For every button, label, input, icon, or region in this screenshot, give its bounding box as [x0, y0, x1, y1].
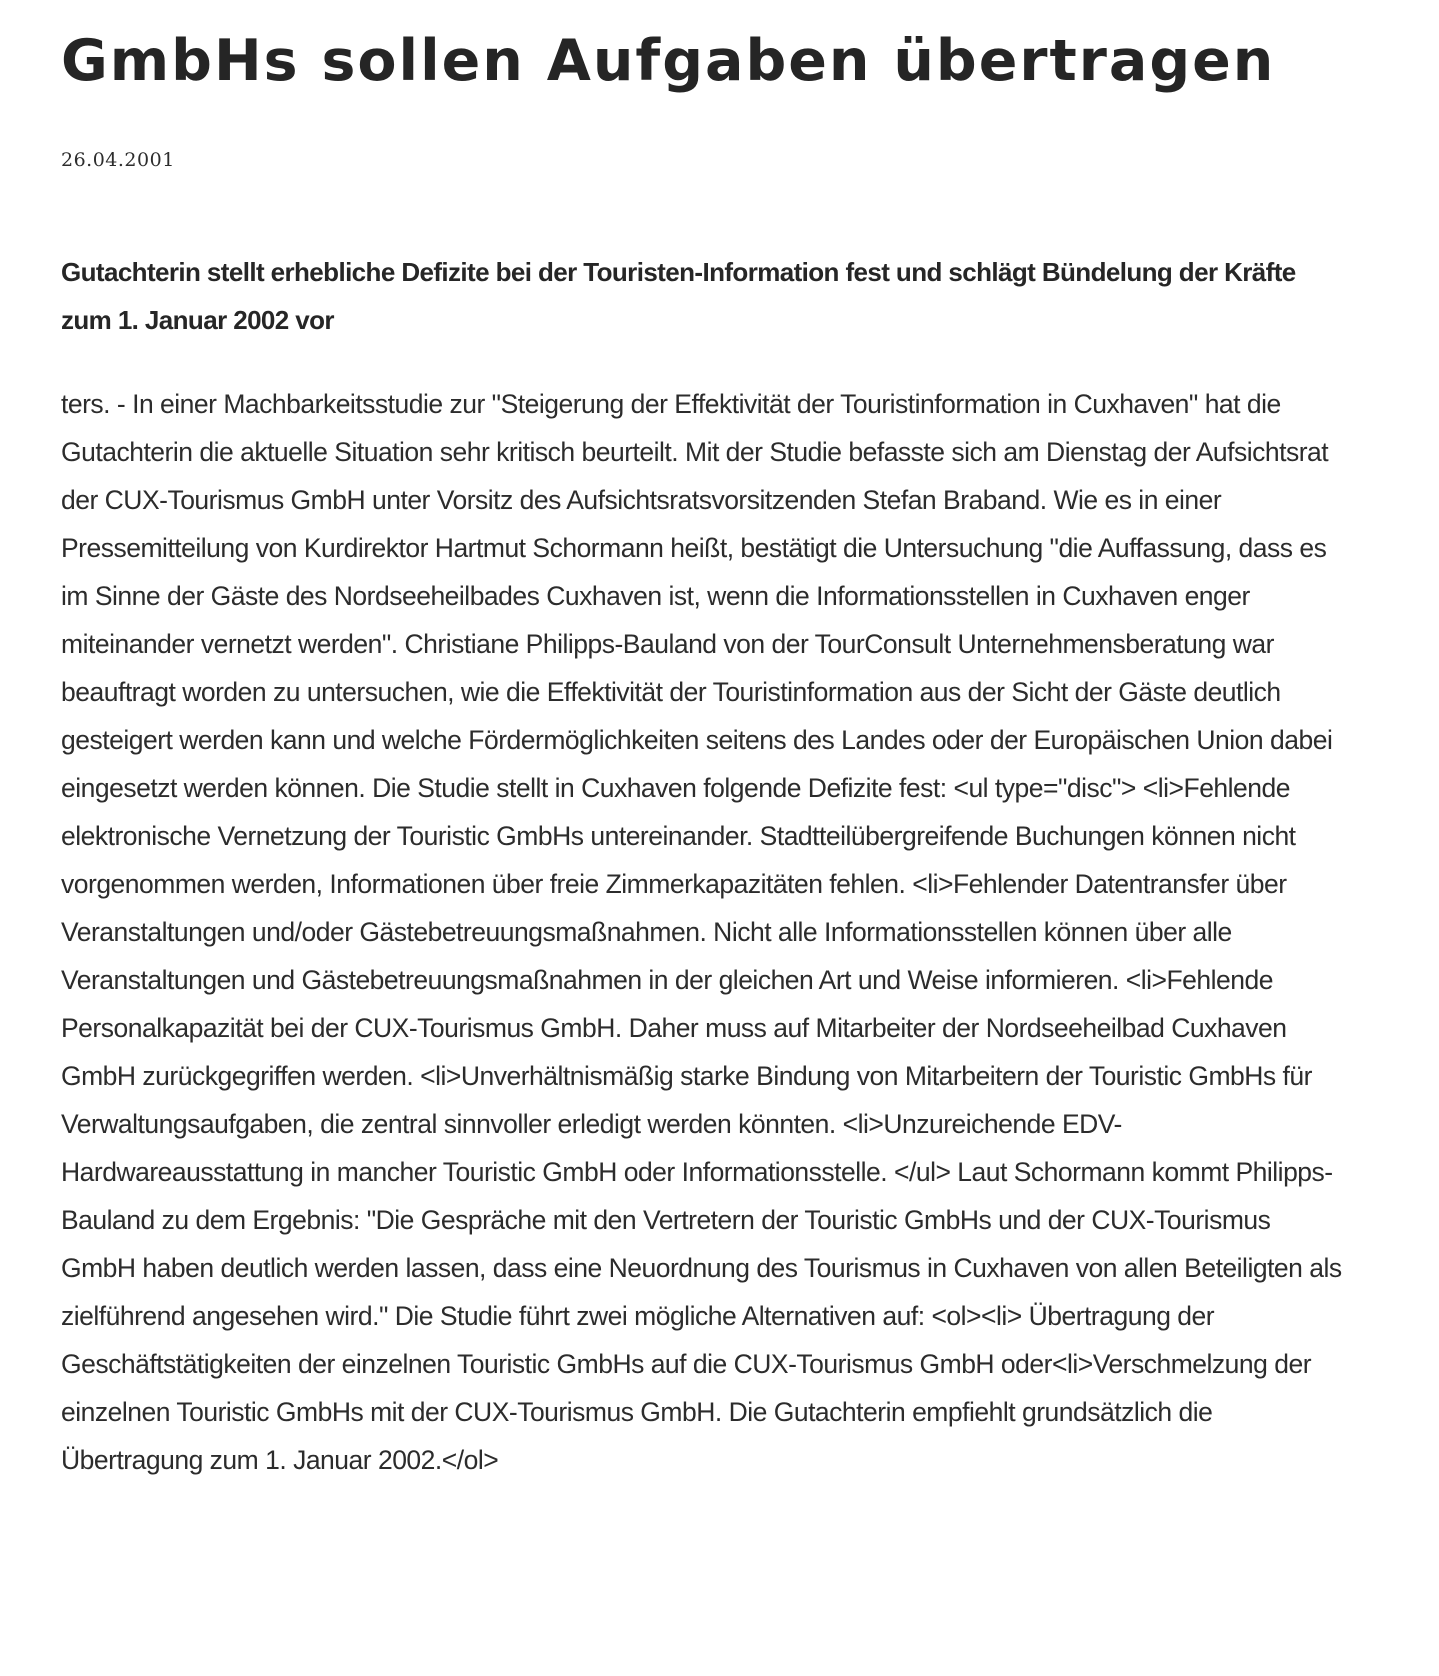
news-article	[61, 18, 1351, 1484]
article-date: 26.04.2001	[61, 149, 175, 171]
article-lead: Gutachterin stellt erhebliche Defizite bei der Touristen-Information fest und schlägt Bündelung der Kräfte zum 1. Januar 2002 vor	[61, 257, 1296, 335]
article-title: GmbHs sollen Aufgaben übertragen	[61, 28, 1276, 94]
article-body: ters. - In einer Machbarkeitsstudie zur "Steigerung der Effektivität der Touristinformation in Cuxhaven" hat die Gutachterin die aktuelle Situation sehr kritisch beurteilt. Mit der Studie befasste sich am Dienstag der Aufsichtsrat der CUX-Tourismus GmbH unter Vorsitz des Aufsichtsratsvorsitzenden Stefan Braband. Wie es in einer Pressemitteilung von Kurdirektor Hartmut Schormann heißt, bestätigt die Untersuchung "die Auffassung, dass es im Sinne der Gäste des Nordseeheilbades Cuxhaven ist, wenn die Informationsstellen in Cuxhaven enger miteinander vernetzt werden". Christiane Philipps-Bauland von der TourConsult Unternehmensberatung war beauftragt worden zu untersuchen, wie die Effektivität der Touristinformation aus der Sicht der Gäste deutlich gesteigert werden kann und welche Fördermöglichkeiten seitens des Landes oder der Europäischen Union dabei eingesetzt werden können. Die Studie stellt in Cuxhaven folgende Defizite fest: <ul type="disc"> <li>Fehlende elektronische Vernetzung der Touristic GmbHs untereinander. Stadtteilübergreifende Buchungen können nicht vorgenommen werden, Informationen über freie Zimmerkapazitäten fehlen. <li>Fehlender Datentransfer über Veranstaltungen und/oder Gästebetreuungsmaßnahmen. Nicht alle Informationsstellen können über alle Veranstaltungen und Gästebetreuungsmaßnahmen in der gleichen Art und Weise informieren. <li>Fehlende Personalkapazität bei der CUX-Tourismus GmbH. Daher muss auf Mitarbeiter der Nordseeheilbad Cuxhaven GmbH zurückgegriffen werden. <li>Unverhältnismäßig starke Bindung von Mitarbeitern der Touristic GmbHs für Verwaltungsaufgaben, die zentral sinnvoller erledigt werden könnten. <li>Unzureichende EDV-Hardwareausstattung in mancher Touristic GmbH oder Informationsstelle. </ul> Laut Schormann kommt Philipps-Bauland zu dem Ergebnis: "Die Gespräche mit den Vertretern der Touristic GmbHs und der CUX-Tourismus GmbH haben deutlich werden lassen, dass eine Neuordnung des Tourismus in Cuxhaven von allen Beteiligten als zielführend angesehen wird." Die Studie führt zwei mögliche Alternativen auf: <ol><li> Übertragung der Geschäftstätigkeiten der einzelnen Touristic GmbHs auf die CUX-Tourismus GmbH oder<li>Verschmelzung der einzelnen Touristic GmbHs mit der CUX-Tourismus GmbH. Die Gutachterin empfiehlt grundsätzlich die Übertragung zum 1. Januar 2002.</ol>	[61, 389, 1342, 1475]
